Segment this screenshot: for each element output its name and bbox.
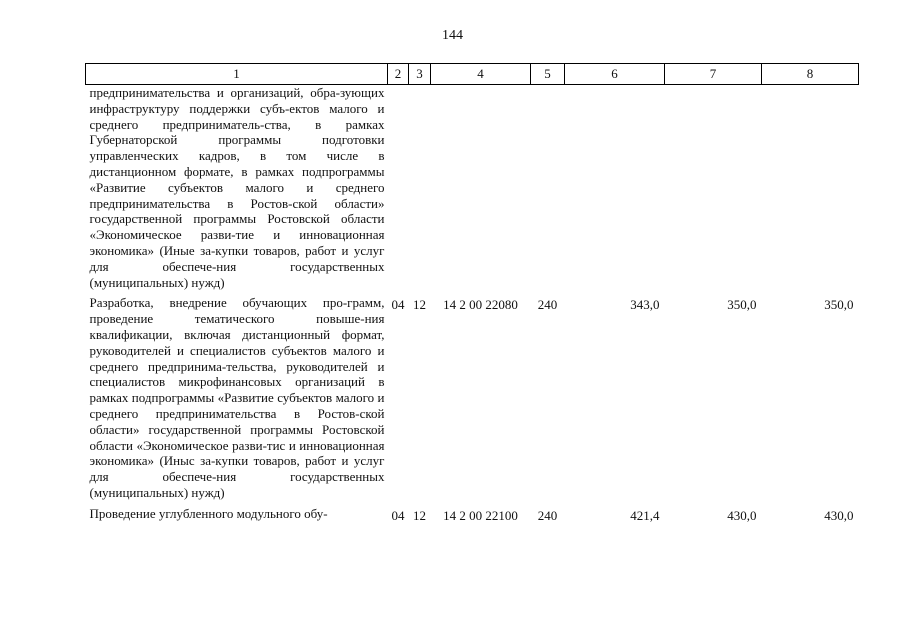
row-description: Разработка, внедрение обучающих про-грамм, проведение тематического повыше-ния квалификации, включая дистанционный формат, руководителей и специалистов субъектов малого и среднего предпринима-тельства, руководителей и специалистов микрофинансовых организаций в рамках подпрограммы «Развитие субъектов малого и среднего предпринимательства в Ростов-ской области» государственной программы Ростовской области «Экономическое разви-тис и инновационная экономика» (Иныс за-купки товаров, работ и услуг для обеспече-ния государственных (муниципальных) нужд) (89, 295, 385, 500)
expense-type-code: 240 (537, 297, 558, 313)
target-article-code: 14 2 00 22100 (443, 507, 518, 523)
expense-type-code: 240 (537, 507, 558, 523)
header-cell: 6 (565, 64, 665, 85)
table-row (86, 506, 859, 524)
section-code: 04 (391, 507, 405, 523)
budget-table (85, 63, 859, 524)
target-article-code: 14 2 00 22080 (443, 297, 518, 313)
header-cell: 8 (762, 64, 859, 85)
target-article-code (431, 85, 531, 296)
header-cell: 7 (665, 64, 762, 85)
amount-year-1: 421,4 (630, 507, 660, 523)
header-cell: 1 (86, 64, 388, 85)
subsection-code (409, 85, 431, 296)
row-description: предпринимательства и организаций, обра-зующих инфраструктуру поддержки субъ-ектов малого и среднего предприниматель-ства, в рамках Губернаторской программы подготовки управленческих кадров, в том числе в дистанционном формате, в рамках подпрограммы «Развитие субъектов малого и среднего предпринимательства в Ростов-ской области» государственной программы Ростовской области «Экономическое разви-тие и инновационная экономика» (Иные за-купки товаров, работ и услуг для обеспече-ния государственных (муниципальных) нужд) (89, 85, 385, 290)
subsection-code: 12 (413, 297, 426, 313)
section-code: 04 (391, 297, 405, 313)
amount-year-2: 430,0 (727, 507, 757, 523)
table-row (86, 85, 859, 296)
section-code (388, 85, 409, 296)
amount-year-1 (565, 85, 665, 296)
header-cell: 3 (409, 64, 431, 85)
table-row (86, 295, 859, 505)
row-description: Проведение углубленного модульного обу- (89, 505, 328, 521)
header-cell: 2 (388, 64, 409, 85)
page-number: 144 (442, 28, 463, 43)
header-row (86, 64, 859, 85)
header-cell: 4 (431, 64, 531, 85)
amount-year-3: 350,0 (824, 297, 854, 313)
header-cell: 5 (531, 64, 565, 85)
subsection-code: 12 (413, 507, 426, 523)
amount-year-3: 430,0 (824, 507, 854, 523)
amount-year-2 (665, 85, 762, 296)
expense-type-code (531, 85, 565, 296)
amount-year-3 (762, 85, 859, 296)
amount-year-2: 350,0 (727, 297, 757, 313)
amount-year-1: 343,0 (630, 297, 660, 313)
